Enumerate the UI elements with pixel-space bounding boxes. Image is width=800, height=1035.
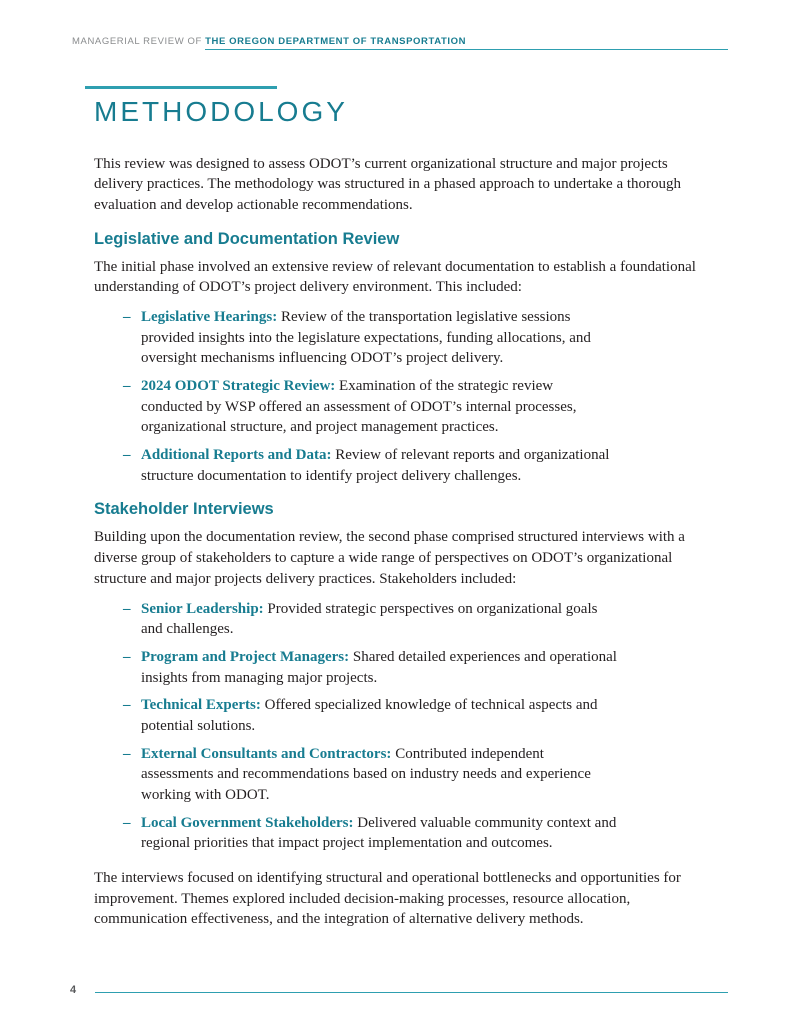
page-content <box>94 86 718 930</box>
bullet-list <box>123 307 618 487</box>
section-heading: Legislative and Documentation Review <box>94 229 400 248</box>
section-lead: Building upon the documentation review, the second phase comprised structured interviews with a diverse group of stakeholders to capture a wide range of perspectives on ODOT’s organizational structure and major projects delivery practices. Stakeholders included: <box>94 529 685 587</box>
bullet-term: Technical Experts: <box>141 697 261 714</box>
list-item <box>123 307 618 369</box>
bullet-term: Legislative Hearings: <box>141 308 278 325</box>
list-item <box>123 695 618 736</box>
bullet-term: Program and Project Managers: <box>141 648 350 665</box>
bullet-term: External Consultants and Contractors: <box>141 745 392 762</box>
bullet-list <box>123 599 618 855</box>
page-header <box>72 36 728 50</box>
bullet-body: Delivered valuable community context and regional priorities that impact project implementation and outcomes. <box>141 814 617 852</box>
header-report-title: THE OREGON DEPARTMENT OF TRANSPORTATION <box>205 36 466 50</box>
bullet-body: Review of relevant reports and organizational structure documentation to identify project delivery challenges. <box>141 447 610 484</box>
list-item <box>123 744 618 806</box>
bullet-body: Review of the transportation legislative sessions provided insights into the legislature expectations, funding allocations, and oversight mechanisms influencing ODOT’s project delivery. <box>141 308 591 367</box>
list-item <box>123 445 618 486</box>
list-item <box>123 813 618 854</box>
bullet-dash-icon: – <box>123 697 131 714</box>
bullet-dash-icon: – <box>123 600 131 617</box>
bullet-term: Additional Reports and Data: <box>141 447 332 464</box>
intro-paragraph: This review was designed to assess ODOT’s current organizational structure and major projects delivery practices. The methodology was structured in a phased approach to undertake a thorough evaluation and develop actionable recommendations. <box>94 155 682 213</box>
page-title: METHODOLOGY <box>94 95 348 127</box>
bullet-dash-icon: – <box>123 648 131 665</box>
bullet-dash-icon: – <box>123 447 131 464</box>
header-rule <box>466 49 728 50</box>
section-heading: Stakeholder Interviews <box>94 500 274 519</box>
page-number: 4 <box>70 984 77 996</box>
page-footer <box>0 984 728 1000</box>
bullet-term: Senior Leadership: <box>141 600 264 617</box>
bullet-dash-icon: – <box>123 308 131 325</box>
bullet-body: Offered specialized knowledge of technical aspects and potential solutions. <box>141 697 598 734</box>
bullet-body: Contributed independent assessments and recommendations based on industry needs and experience working with ODOT. <box>141 745 591 803</box>
bullet-dash-icon: – <box>123 814 131 831</box>
bullet-body: Provided strategic perspectives on organizational goals and challenges. <box>141 600 598 638</box>
list-item <box>123 647 618 688</box>
list-item <box>123 376 618 438</box>
bullet-dash-icon: – <box>123 378 131 394</box>
title-accent-bar <box>85 86 277 89</box>
closing-paragraph: The interviews focused on identifying structural and operational bottlenecks and opportunities for improvement. Themes explored included decision-making processes, resource allocation, communication effectiveness, and the integration of alternative delivery methods. <box>94 870 681 928</box>
section-lead: The initial phase involved an extensive review of relevant documentation to establish a foundational understanding of ODOT’s project delivery environment. This included: <box>94 258 696 296</box>
bullet-body: Shared detailed experiences and operational insights from managing major projects. <box>141 648 617 686</box>
footer-rule <box>95 992 728 993</box>
bullet-dash-icon: – <box>123 745 131 762</box>
bullet-term: 2024 ODOT Strategic Review: <box>141 378 336 394</box>
list-item <box>123 599 618 640</box>
section-stakeholder-interviews <box>94 500 718 854</box>
bullet-term: Local Government Stakeholders: <box>141 814 354 831</box>
header-prefix: MANAGERIAL REVIEW OF <box>72 36 206 47</box>
bullet-body: Examination of the strategic review conducted by WSP offered an assessment of ODOT’s internal processes, organizational structure, and project management practices. <box>141 378 577 436</box>
section-legislative-review <box>94 230 718 487</box>
